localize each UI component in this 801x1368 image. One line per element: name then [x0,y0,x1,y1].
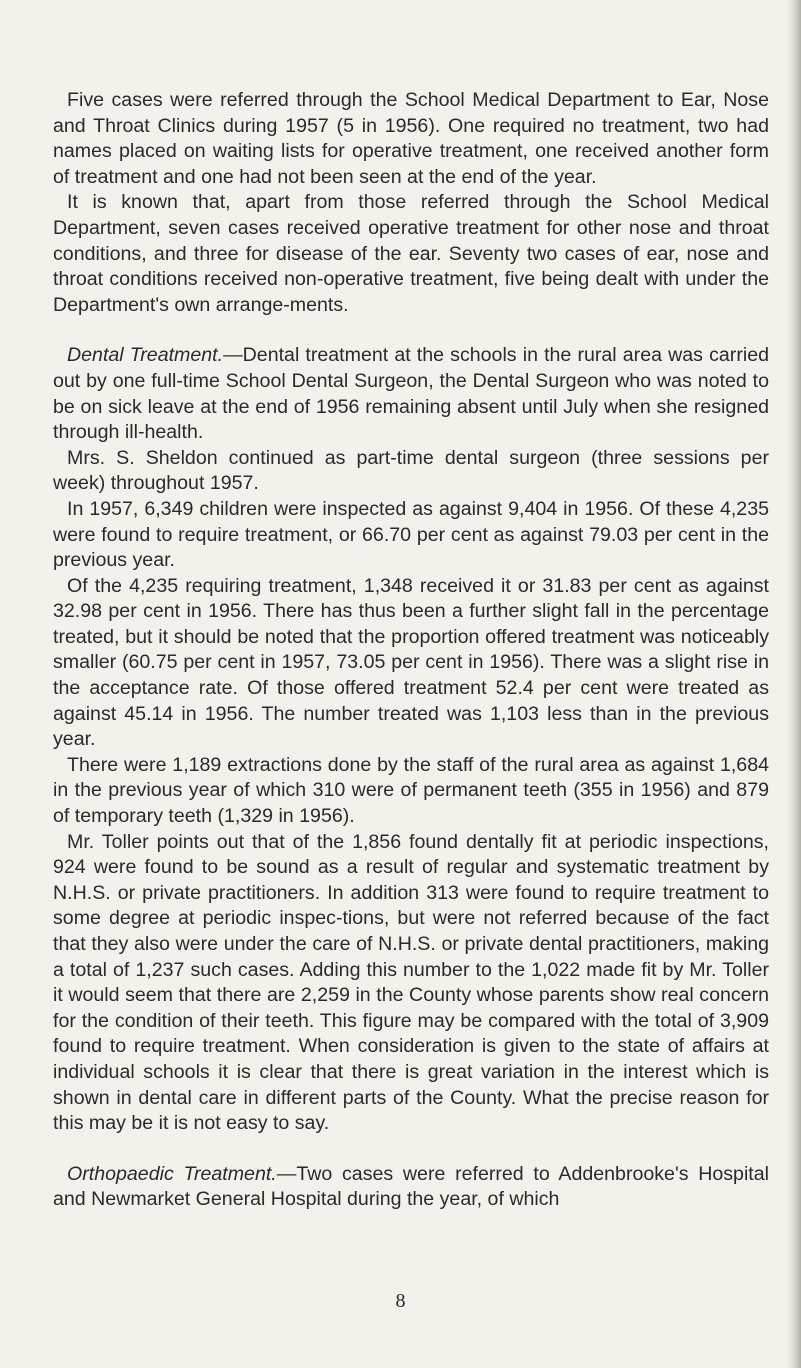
dental-treatment-heading: Dental Treatment. [67,344,224,367]
dental-paragraph-sheldon: Mrs. S. Sheldon continued as part-time dental surgeon (three sessions per week) throughout 1957. [53,446,769,495]
document-body [53,88,769,1213]
dental-intro-text: —Dental treatment at the schools in the rural area was carried out by one full-time School Dental Surgeon, the Dental Surgeon who was noted to be on sick leave at the end of 1956 remaining absent until July when she resigned through ill-health. [53,344,769,444]
orthopaedic-paragraph [53,1162,769,1213]
dental-intro-paragraph [53,343,769,445]
dental-paragraph-inspections: In 1957, 6,349 children were inspected as against 9,404 in 1956. Of these 4,235 were found to require treatment, or 66.70 per cent as against 79.03 per cent in the previous year. [53,497,769,572]
orthopaedic-text: —Two cases were referred to Addenbrooke's Hospital and Newmarket General Hospital during the year, of which [53,1162,770,1211]
dental-paragraph-extractions: There were 1,189 extractions done by the staff of the rural area as against 1,684 in the previous year of which 310 were of permanent teeth (355 in 1956) and 879 of temporary teeth (1,329 in 1956). [53,753,769,828]
orthopaedic-treatment-heading: Orthopaedic Treatment. [67,1162,277,1185]
section-gap [53,1137,769,1162]
ent-paragraph-2: It is known that, apart from those referred through the School Medical Department, seven cases received operative treatment for other nose and throat conditions, and three for disease of the ear. Seventy two cases of ear, nose and throat conditions received non-operative treatment, five being dealt with under the Department's own arrange-ments. [53,191,769,316]
page-edge-shadow [787,0,801,1368]
dental-paragraph-treatment-rates: Of the 4,235 requiring treatment, 1,348 received it or 31.83 per cent as against 32.98 per cent in 1956. There has thus been a further slight fall in the percentage treated, but it should be noted that the proportion offered treatment was noticeably smaller (60.75 per cent in 1957, 73.05 per cent in 1956). There was a slight rise in the acceptance rate. Of those offered treatment 52.4 per cent were treated as against 45.14 in 1956. The number treated was 1,103 less than in the previous year. [53,574,769,751]
section-gap [53,318,769,343]
dental-paragraph-toller: Mr. Toller points out that of the 1,856 found dentally fit at periodic inspections, 924 were found to be sound as a result of regular and systematic treatment by N.H.S. or private practitioners. In addition 313 were found to require treatment to some degree at periodic inspec-tions, but were not referred because of the fact that they also were under the care of N.H.S. or private dental practitioners, making a total of 1,237 such cases. Adding this number to the 1,022 made fit by Mr. Toller it would seem that there are 2,259 in the County whose parents show real concern for the condition of their teeth. This figure may be compared with the total of 3,909 found to require treatment. When consideration is given to the state of affairs at individual schools it is clear that there is great variation in the interest which is shown in dental care in different parts of the County. What the precise reason for this may be it is not easy to say. [53,830,769,1135]
page-number: 8 [395,1290,406,1312]
ent-paragraph-1: Five cases were referred through the School Medical Department to Ear, Nose and Throat Clinics during 1957 (5 in 1956). One required no treatment, two had names placed on waiting lists for operative treatment, one received another form of treatment and one had not been seen at the end of the year. [53,89,769,188]
